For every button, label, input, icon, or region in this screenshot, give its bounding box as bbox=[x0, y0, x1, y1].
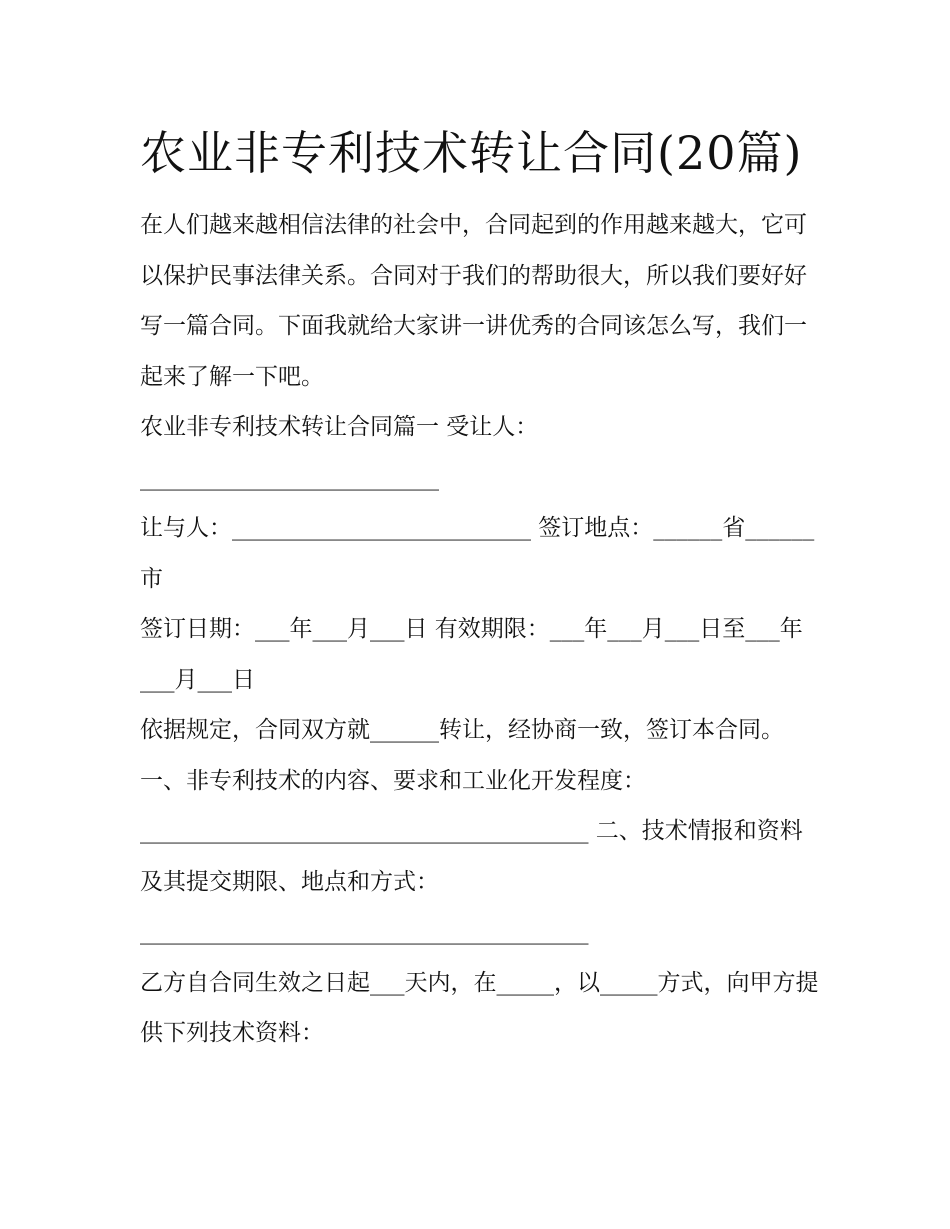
clauses-paragraph: 依据规定，合同双方就______转让，经协商一致，签订本合同。 一、非专利技术的内容、要求和工业化开发程度：_______________________________________ 二、技术情报和资料及其提交期限、地点和方式：_______________________________________ bbox=[140, 717, 803, 945]
signing-date-paragraph: 签订日期：___年___月___日 有效期限：___年___月___日至___年___月___日 bbox=[140, 616, 803, 693]
transferor-paragraph: 让与人：__________________________ 签订地点：______省______市 bbox=[140, 515, 815, 592]
document-title: 农业非专利技术转让合同(20篇) bbox=[140, 126, 803, 180]
delivery-paragraph: 乙方自合同生效之日起___天内，在_____，以_____方式，向甲方提供下列技术资料： bbox=[140, 969, 819, 1046]
intro-paragraph: 在人们越来越相信法律的社会中，合同起到的作用越来越大，它可以保护民事法律关系。合同对于我们的帮助很大，所以我们要好好写一篇合同。下面我就给大家讲一讲优秀的合同该怎么写，我们一起来了解一下吧。 bbox=[140, 212, 807, 390]
document-page bbox=[140, 112, 820, 1059]
contract-heading-paragraph: 农业非专利技术转让合同篇一 受让人：__________________________ bbox=[140, 414, 539, 491]
